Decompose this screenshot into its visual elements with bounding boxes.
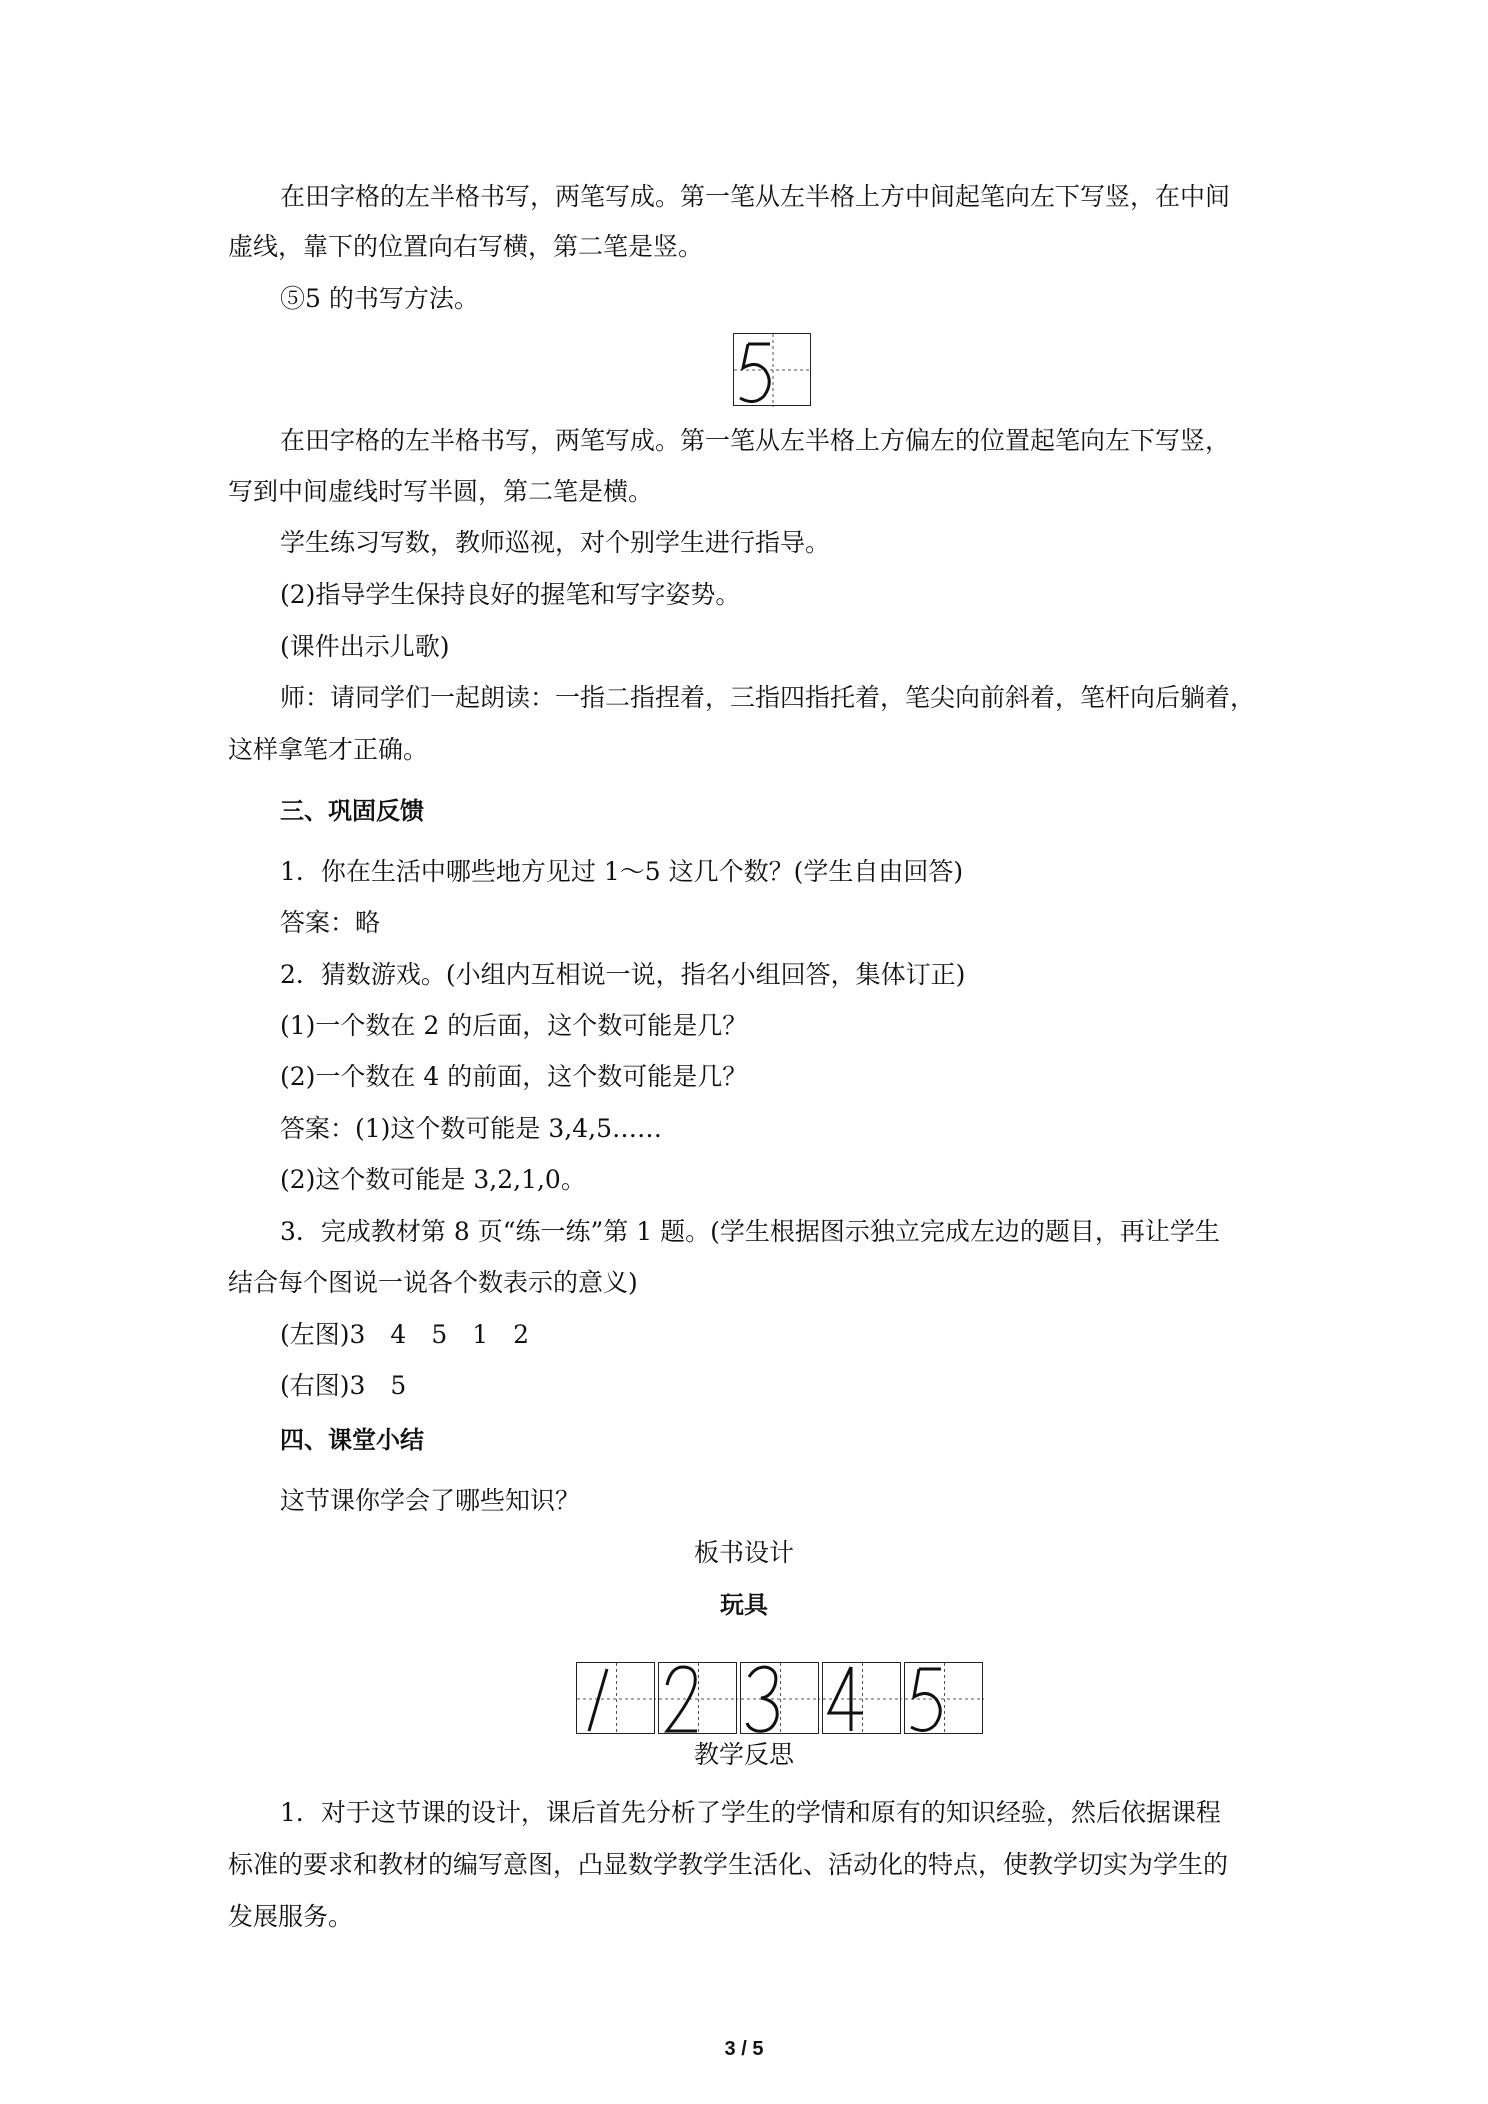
paragraph-line: 1．对于这节课的设计，课后首先分析了学生的学情和原有的知识经验，然后依据课程 [280,1798,1221,1827]
answer-line: 答案：略 [280,908,381,937]
paragraph-line: 写到中间虚线时写半圆，第二笔是横。 [228,477,654,506]
question-line: 1．你在生活中哪些地方见过 1～5 这几个数？(学生自由回答) [280,857,964,886]
answer-line: (右图)3 5 [280,1371,407,1400]
board-tianzige-digit-4 [822,1662,901,1734]
paragraph-line: 虚线，靠下的位置向右写横，第二笔是竖。 [228,232,704,261]
board-design-subtitle: 玩具 [720,1591,768,1619]
paragraph-line: 这样拿笔才正确。 [228,735,429,764]
digit-glyph-5 [905,1663,984,1735]
page-number: 3 / 5 [724,2038,764,2060]
board-tianzige-digit-3 [740,1662,819,1734]
paragraph-line: 学生练习写数，教师巡视，对个别学生进行指导。 [280,528,831,557]
question-line: 结合每个图说一说各个数表示的意义) [228,1268,638,1297]
board-design-title: 板书设计 [693,1538,794,1567]
reflection-title: 教学反思 [693,1740,794,1769]
digit-5-glyph [734,334,812,407]
board-tianzige-digit-5 [904,1662,983,1734]
paragraph-line: 标准的要求和教材的编写意图，凸显数学教学生活化、活动化的特点，使教学切实为学生的 [228,1850,1229,1879]
paragraph-line: (课件出示儿歌) [280,632,450,661]
section-heading: 四、课堂小结 [280,1426,424,1454]
board-tianzige-digit-2 [658,1662,737,1734]
digit-glyph-4 [823,1663,902,1735]
section-heading: 三、巩固反馈 [280,797,424,825]
digit-glyph-2 [659,1663,738,1735]
digit-glyph-3 [741,1663,820,1735]
answer-line: (2)这个数可能是 3,2,1,0。 [280,1165,586,1194]
paragraph-line: 在田字格的左半格书写，两笔写成。第一笔从左半格上方中间起笔向左下写竖，在中间 [280,182,1231,211]
question-line: (1)一个数在 2 的后面，这个数可能是几？ [280,1011,748,1040]
question-line: 2．猜数游戏。(小组内互相说一说，指名小组回答，集体订正) [280,960,966,989]
paragraph-line: 这节课你学会了哪些知识？ [280,1486,581,1515]
paragraph-line: (2)指导学生保持良好的握笔和写字姿势。 [280,580,741,609]
question-line: 3．完成教材第 8 页“练一练”第 1 题。(学生根据图示独立完成左边的题目，再让学生 [280,1217,1220,1246]
paragraph-line: 在田字格的左半格书写，两笔写成。第一笔从左半格上方偏左的位置起笔向左下写竖， [280,426,1231,455]
paragraph-line: ⑤5 的书写方法。 [280,284,479,313]
question-line: (2)一个数在 4 的前面，这个数可能是几？ [280,1062,748,1091]
answer-line: (左图)3 4 5 1 2 [280,1320,530,1349]
answer-line: 答案：(1)这个数可能是 3,4,5…… [280,1114,662,1143]
tianzige-digit-5 [733,333,811,406]
paragraph-line: 发展服务。 [228,1902,354,1931]
board-tianzige-digit-1 [576,1662,655,1734]
digit-glyph-1 [577,1663,656,1735]
paragraph-line: 师：请同学们一起朗读：一指二指捏着，三指四指托着，笔尖向前斜着，笔杆向后躺着， [280,683,1256,712]
